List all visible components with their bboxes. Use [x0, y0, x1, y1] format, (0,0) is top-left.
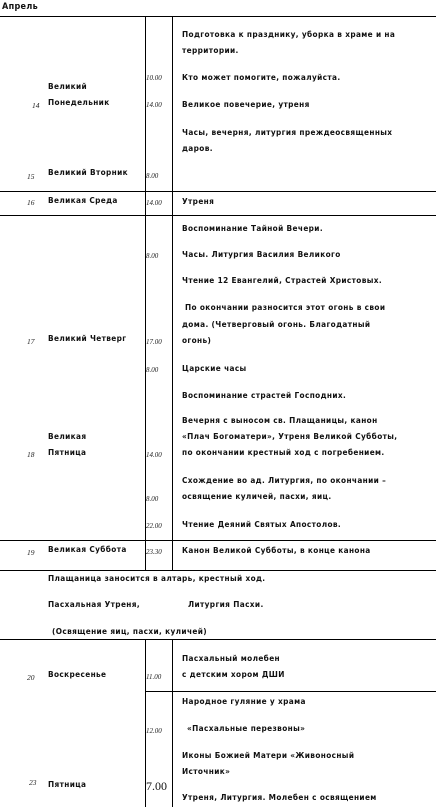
day-number: 20 — [27, 673, 35, 682]
event-text: По окончании разносится этот огонь в свои — [185, 303, 386, 312]
time-cell: 12.00 — [146, 727, 162, 735]
month-title: Апрель — [2, 2, 39, 12]
event-text: Подготовка к празднику, уборка в храме и на — [182, 30, 396, 39]
row-divider — [0, 639, 436, 640]
day-number: 23 — [29, 778, 37, 787]
event-text: по окончании крестный ход с погребением. — [182, 448, 385, 457]
event-text: «Пасхальные перезвоны» — [187, 724, 306, 733]
row-divider — [0, 570, 436, 571]
event-text: Чтение Деяний Святых Апостолов. — [182, 520, 342, 529]
event-text: Воспоминание страстей Господних. — [182, 391, 347, 400]
day-name: Понедельник — [48, 98, 110, 107]
day-number: 17 — [27, 337, 35, 346]
day-number: 15 — [27, 172, 35, 181]
event-text: Кто может помогите, пожалуйста. — [182, 73, 341, 82]
time-cell: 8.00 — [146, 495, 159, 503]
event-text: Царские часы — [182, 364, 247, 373]
day-name: Великий — [48, 82, 88, 91]
time-column-divider — [145, 16, 146, 571]
row-divider — [0, 191, 436, 192]
time-cell: 17.00 — [146, 338, 162, 346]
time-cell: 14.00 — [146, 101, 162, 109]
event-text: Часы, вечерня, литургия преждеосвященных — [182, 128, 393, 137]
day-name: Великий Четверг — [48, 334, 127, 343]
time-cell: 8.00 — [146, 172, 159, 180]
event-text: «Плач Богоматери», Утреня Великой Субботы, — [182, 432, 398, 441]
day-name: Великая — [48, 432, 87, 441]
time-cell: 10.00 — [146, 74, 162, 82]
day-number: 14 — [32, 101, 40, 110]
day-number: 16 — [27, 198, 35, 207]
time-cell: 22.00 — [146, 522, 162, 530]
day-name: Пятница — [48, 448, 87, 457]
event-text: Источник» — [182, 767, 231, 776]
event-text: Схождение во ад. Литургия, по окончании – — [182, 476, 387, 485]
time-cell: 7.00 — [146, 779, 167, 793]
time-cell: 14.00 — [146, 199, 162, 207]
event-text: Иконы Божией Матери «Живоносный — [182, 751, 355, 760]
event-text: Утреня — [182, 197, 215, 206]
top-rule — [0, 16, 436, 17]
day-name: Великая Среда — [48, 196, 118, 205]
event-text: Вечерня с выносом св. Плащаницы, канон — [182, 416, 378, 425]
row-divider — [0, 540, 436, 541]
event-text: территории. — [182, 46, 239, 55]
event-text: (Освящение яиц, пасхи, куличей) — [52, 627, 207, 636]
day-name: Великая Суббота — [48, 545, 127, 554]
event-text: Пасхальный молебен — [182, 654, 281, 663]
event-text: Канон Великой Субботы, в конце канона — [182, 546, 371, 555]
event-text: Народное гуляние у храма — [182, 697, 306, 706]
event-text: освящение куличей, пасхи, яиц. — [182, 492, 332, 501]
event-text: Плащаница заносится в алтарь, крестный ход. — [48, 574, 266, 583]
row-divider — [0, 215, 436, 216]
time-cell: 23.30 — [146, 548, 162, 556]
event-text: с детским хором ДШИ — [182, 670, 285, 679]
day-name: Пятница — [48, 780, 87, 789]
event-text: Чтение 12 Евангелий, Страстей Христовых. — [182, 276, 383, 285]
event-text: даров. — [182, 144, 213, 153]
day-number: 19 — [27, 548, 35, 557]
time-cell: 11.00 — [146, 673, 162, 681]
time-cell: 8.00 — [146, 366, 159, 374]
event-text: Пасхальная Утреня, — [48, 600, 141, 609]
event-text: Воспоминание Тайной Вечери. — [182, 224, 324, 233]
row-divider — [145, 691, 436, 692]
time-cell: 8.00 — [146, 252, 159, 260]
event-text: Великое повечерие, утреня — [182, 100, 310, 109]
day-name: Воскресенье — [48, 670, 107, 679]
day-number: 18 — [27, 450, 35, 459]
day-name: Великий Вторник — [48, 168, 128, 177]
event-column-divider-lower — [172, 639, 173, 807]
event-text: Часы. Литургия Василия Великого — [182, 250, 341, 259]
event-text: Литургия Пасхи. — [188, 600, 264, 609]
time-cell: 14.00 — [146, 451, 162, 459]
event-column-divider — [172, 16, 173, 571]
event-text: дома. (Четверговый огонь. Благодатный — [182, 320, 371, 329]
event-text: огонь) — [182, 336, 212, 345]
event-text: Утреня, Литургия. Молебен с освящением — [182, 793, 377, 802]
